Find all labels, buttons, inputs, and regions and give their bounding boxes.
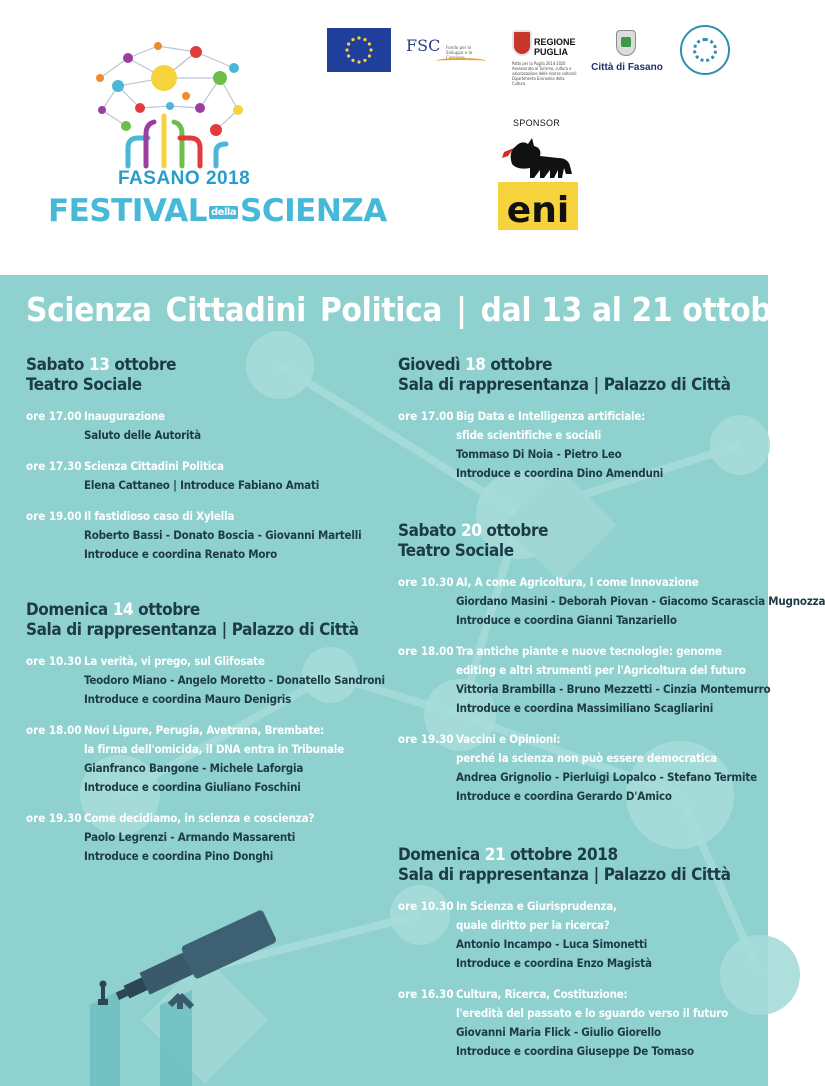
fsc-label: FSC xyxy=(406,36,441,55)
event-ore-18-00 xyxy=(26,721,385,797)
event-speakers-line: Introduce e coordina Giuseppe De Tomaso xyxy=(456,1044,694,1058)
event-title-line: In Scienza e Giurisprudenza, xyxy=(456,899,617,913)
festival-tree-logo xyxy=(88,38,256,170)
day-weekday: Giovedì xyxy=(398,355,461,375)
event-speakers-line: Paolo Legrenzi - Armando Massarenti xyxy=(84,830,296,844)
puglia-name xyxy=(534,37,576,57)
event-title-line: Scienza Cittadini Politica xyxy=(84,459,224,473)
event-time: ore 16.30 xyxy=(398,987,454,1001)
event-title-line: sfide scientifiche e sociali xyxy=(456,428,602,442)
event-title-line: Novi Ligure, Perugia, Avetrana, Brembate: xyxy=(84,723,325,737)
day-month: ottobre xyxy=(138,600,200,620)
day-venue: Sala di rappresentanza | Palazzo di Città xyxy=(26,620,359,640)
event-ore-19-30 xyxy=(26,809,385,866)
eni-brand-text: eni xyxy=(506,190,570,231)
slogan-dates: dal 13 al 21 ottobre xyxy=(480,290,806,329)
festival-title-left: FESTIVAL xyxy=(48,193,207,229)
slogan-word-2: Cittadini xyxy=(165,290,307,329)
festival-title-right: SCIENZA xyxy=(240,193,387,229)
day-heading xyxy=(26,355,361,375)
regione-puglia-logo xyxy=(508,30,578,90)
event-time: ore 18.00 xyxy=(26,723,82,737)
event-title-line: quale diritto per la ricerca? xyxy=(456,918,610,932)
fasano-crest-icon xyxy=(616,30,636,56)
event-time: ore 19.30 xyxy=(398,732,454,746)
event-speakers-line: Introduce e coordina Dino Amenduni xyxy=(456,466,664,480)
event-time: ore 17.00 xyxy=(398,409,454,423)
event-speakers-line: Antonio Incampo - Luca Simonetti xyxy=(456,937,648,951)
event-speakers-line: Elena Cattaneo | Introduce Fabiano Amati xyxy=(84,478,320,492)
day-block-sabato-20 xyxy=(398,521,825,806)
slogan-word-3: Politica xyxy=(320,290,443,329)
event-speakers-line: Introduce e coordina Gianni Tanzariello xyxy=(456,613,677,627)
citta-di-fasano-logo xyxy=(588,30,666,76)
day-block-domenica-14 xyxy=(26,600,385,866)
event-speakers-line: Giordano Masini - Deborah Piovan - Giacomo Scarascia Mugnozza xyxy=(456,594,825,608)
day-heading xyxy=(398,845,731,865)
event-time: ore 10.30 xyxy=(398,899,454,913)
event-ore-19-00 xyxy=(26,507,361,564)
event-title-line: Come decidiamo, in scienza e coscienza? xyxy=(84,811,315,825)
puglia-small-text: Patto per la Puglia 2014-2020 Assessorato al Turismo, cultura e valorizzazione delle risorse culturali Dipartimento Economia della Cultura xyxy=(512,61,577,86)
day-number: 13 xyxy=(88,355,110,375)
day-number: 14 xyxy=(112,600,134,620)
event-speakers-line: Introduce e coordina Pino Donghi xyxy=(84,849,274,863)
day-weekday: Sabato xyxy=(26,355,85,375)
event-title-line: Tra antiche piante e nuove tecnologie: genome xyxy=(456,644,722,658)
day-month: ottobre xyxy=(114,355,177,375)
event-time: ore 17.00 xyxy=(26,409,82,423)
event-time: ore 18.00 xyxy=(398,644,454,658)
event-title-line: l'eredità del passato e lo sguardo verso il futuro xyxy=(456,1006,729,1020)
fsc-subtitle: Fondo per lo Sviluppo e la Coesione xyxy=(446,46,473,61)
event-speakers-line: Gianfranco Bangone - Michele Laforgia xyxy=(84,761,304,775)
event-title-line: Cultura, Ricerca, Costituzione: xyxy=(456,987,628,1001)
event-ore-16-30 xyxy=(398,985,731,1061)
event-title-line: Inaugurazione xyxy=(84,409,165,423)
event-ore-17-00 xyxy=(398,407,731,483)
poster-header xyxy=(0,0,768,275)
event-speakers-line: Introduce e coordina Giuliano Foschini xyxy=(84,780,301,794)
day-venue: Sala di rappresentanza | Palazzo di Città xyxy=(398,865,731,885)
slogan-word-1: Scienza xyxy=(26,290,152,329)
day-number: 20 xyxy=(460,521,482,541)
day-weekday: Domenica xyxy=(398,845,480,865)
puglia-name-2: PUGLIA xyxy=(534,47,569,57)
day-venue: Teatro Sociale xyxy=(398,541,514,561)
event-speakers-line: Roberto Bassi - Donato Boscia - Giovanni Martelli xyxy=(84,528,362,542)
event-speakers-line: Introduce e coordina Mauro Denigris xyxy=(84,692,292,706)
event-speakers-line: Giovanni Maria Flick - Giulio Giorello xyxy=(456,1025,661,1039)
eni-sponsor-logo xyxy=(498,134,578,230)
day-month: ottobre 2018 xyxy=(510,845,618,865)
day-heading xyxy=(398,355,731,375)
event-ore-19-30 xyxy=(398,730,825,806)
slogan-separator: | xyxy=(456,290,467,329)
day-month: ottobre xyxy=(486,521,549,541)
event-speakers-line: Introduce e coordina Renato Moro xyxy=(84,547,278,561)
day-month: ottobre xyxy=(490,355,553,375)
festival-title xyxy=(48,193,387,229)
event-ore-10-30 xyxy=(26,652,385,709)
fsc-logo xyxy=(406,34,486,68)
event-title-line: Vaccini e Opinioni: xyxy=(456,732,561,746)
telescope-illustration xyxy=(80,875,300,1086)
day-venue: Teatro Sociale xyxy=(26,375,142,395)
event-time: ore 17.30 xyxy=(26,459,82,473)
event-speakers-line: Andrea Grignolio - Pierluigi Lopalco - Stefano Termite xyxy=(456,770,757,784)
event-speakers-line: Introduce e coordina Gerardo D'Amico xyxy=(456,789,672,803)
event-time: ore 19.00 xyxy=(26,509,82,523)
event-ore-10-30 xyxy=(398,573,825,630)
event-ore-17-00 xyxy=(26,407,361,445)
day-block-domenica-21 xyxy=(398,845,731,1061)
day-weekday: Sabato xyxy=(398,521,457,541)
slogan-line xyxy=(26,290,806,329)
day-heading xyxy=(26,600,385,620)
day-block-giovedi-18 xyxy=(398,355,731,483)
day-block-sabato-13 xyxy=(26,355,361,564)
event-title-line: Il fastidioso caso di Xylella xyxy=(84,509,235,523)
event-speakers-line: Tommaso Di Noia - Pietro Leo xyxy=(456,447,622,461)
event-time: ore 10.30 xyxy=(26,654,82,668)
event-speakers-line: Introduce e coordina Enzo Magistà xyxy=(456,956,652,970)
event-time: ore 10.30 xyxy=(398,575,454,589)
event-title-line: perché la scienza non può essere democratica xyxy=(456,751,717,765)
event-title-line: La verità, vi prego, sul Glifosate xyxy=(84,654,265,668)
puglia-name-1: REGIONE xyxy=(534,37,576,47)
association-seal-icon xyxy=(680,25,730,75)
festival-year: FASANO 2018 xyxy=(118,168,251,189)
fsc-swoosh xyxy=(436,58,486,64)
event-title-line: AI, A come Agricoltura, I come Innovazione xyxy=(456,575,699,589)
puglia-crest-icon xyxy=(512,30,532,56)
event-title-line: Big Data e Intelligenza artificiale: xyxy=(456,409,646,423)
event-ore-10-30 xyxy=(398,897,731,973)
event-speakers-line: Teodoro Miano - Angelo Moretto - Donatello Sandroni xyxy=(84,673,385,687)
day-number: 18 xyxy=(464,355,486,375)
city-name: Città di Fasano xyxy=(591,62,663,73)
event-speakers-line: Introduce e coordina Massimiliano Scagliarini xyxy=(456,701,714,715)
day-venue: Sala di rappresentanza | Palazzo di Città xyxy=(398,375,731,395)
event-time: ore 19.30 xyxy=(26,811,82,825)
event-title-line: editing e altri strumenti per l'Agricoltura del futuro xyxy=(456,663,746,677)
event-speakers-line: Saluto delle Autorità xyxy=(84,428,201,442)
event-title-line: la firma dell'omicida, il DNA entra in Tribunale xyxy=(84,742,344,756)
day-number: 21 xyxy=(484,845,506,865)
day-heading xyxy=(398,521,825,541)
seal-gear-icon xyxy=(693,38,717,62)
day-weekday: Domenica xyxy=(26,600,108,620)
event-speakers-line: Vittoria Brambilla - Bruno Mezzetti - Cinzia Montemurro xyxy=(456,682,771,696)
eu-flag-logo xyxy=(327,28,391,72)
sponsor-label: SPONSOR xyxy=(513,118,561,128)
event-ore-17-30 xyxy=(26,457,361,495)
event-ore-18-00 xyxy=(398,642,825,718)
festival-title-della: della xyxy=(211,207,237,218)
